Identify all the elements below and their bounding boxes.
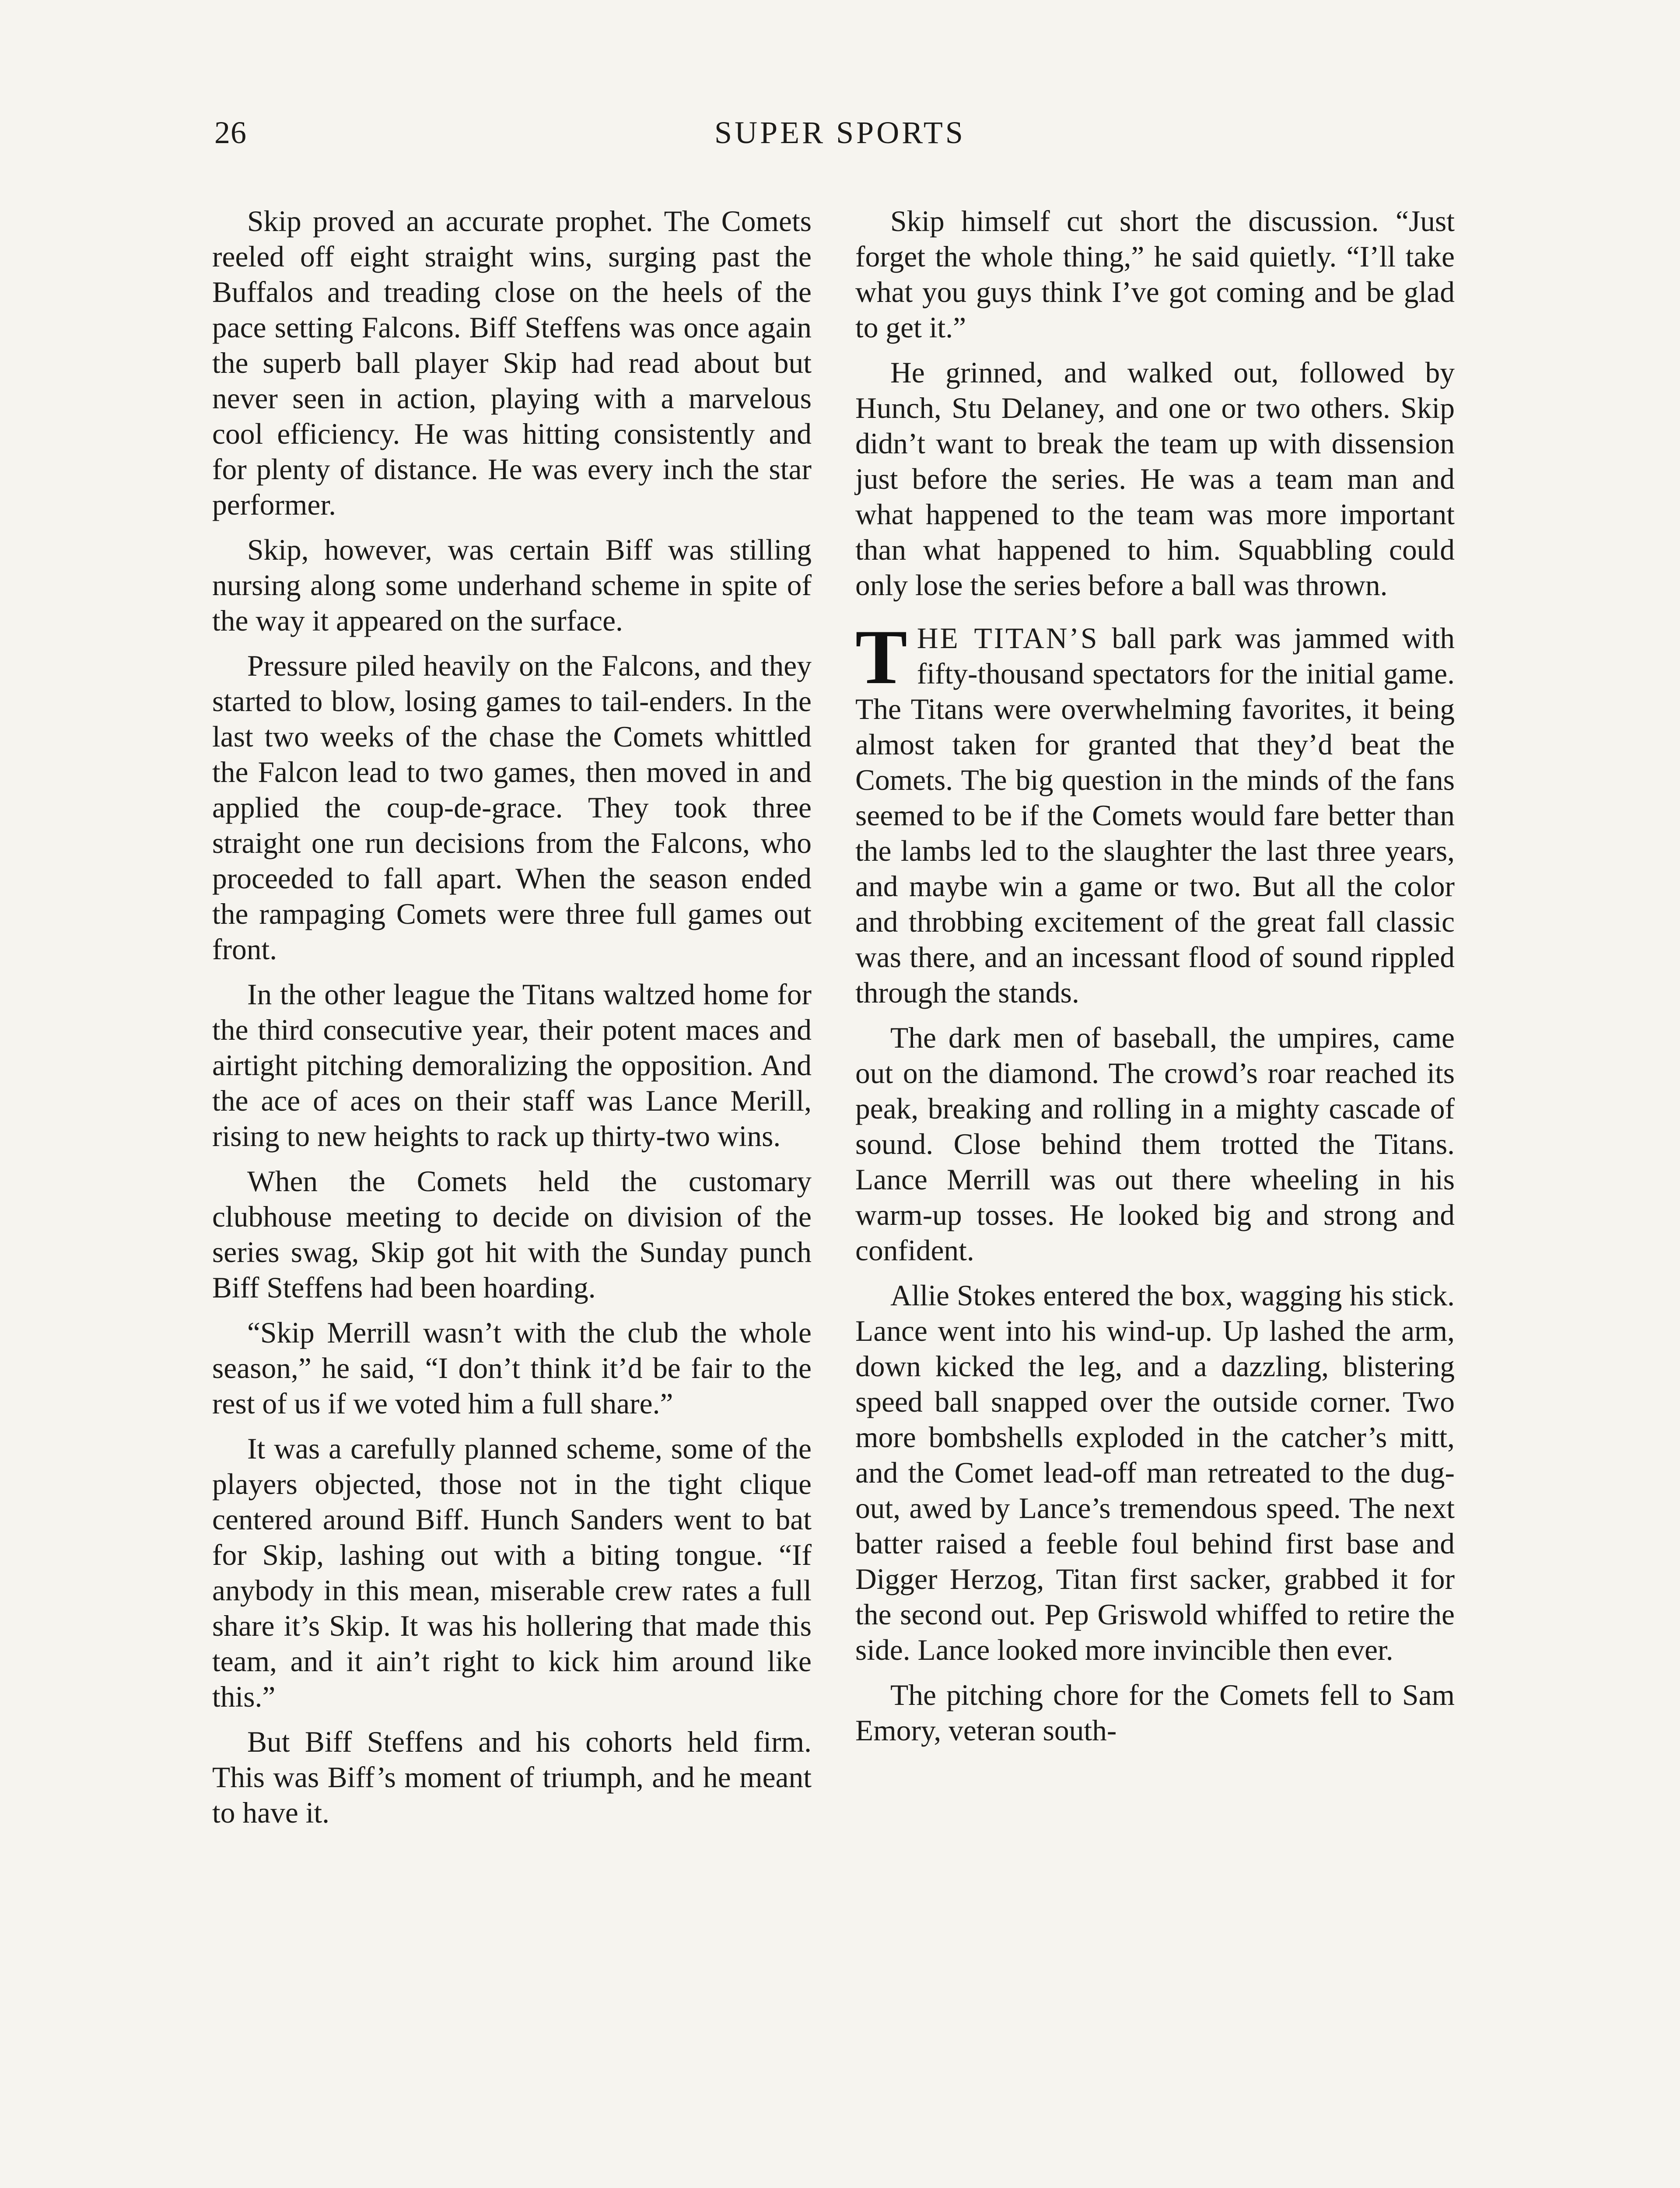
- drop-cap: T: [855, 614, 907, 700]
- section-text: ball park was jammed with fifty-thousand spectators for the initial game. The Titans were overwhelming favorites, it being almost taken for granted that they’d beat the Comets. The big question in the minds of the fans seemed to be if the Comets would fare better than the lambs led to the slaughter the last three years, and maybe win a game or two. But all the color and throbbing excitement of the great fall classic was there, and an incessant flood of sound rippled through the stands.: [855, 622, 1455, 1009]
- paragraph: He grinned, and walked out, followed by Hunch, Stu Delaney, and one or two others. Skip didn’t want to break the team up with dissension just before the series. He was a team man and what happened to the team was more important than what happened to him. Squabbling could only lose the series before a ball was thrown.: [855, 356, 1455, 602]
- paragraph: When the Comets held the customary clubhouse meeting to decide on division of the series swag, Skip got hit with the Sunday punch Biff Steffens had been hoarding.: [212, 1165, 812, 1304]
- page-number: 26: [214, 115, 247, 150]
- paragraph: Skip proved an accurate prophet. The Comets reeled off eight straight wins, surging past the Buffalos and treading close on the heels of the pace setting Falcons. Biff Steffens was once again the superb ball player Skip had read about but never seen in action, playing with a marvelous cool efficiency. He was hitting consistently and for plenty of distance. He was every inch the star performer.: [212, 205, 812, 521]
- paragraph: In the other league the Titans waltzed home for the third consecutive year, their potent maces and airtight pitching demoralizing the opposition. And the ace of aces on their staff was Lance Merill, rising to new heights to rack up thirty-two wins.: [212, 978, 812, 1153]
- page-header: [214, 115, 1466, 158]
- running-title: SUPER SPORTS: [714, 115, 966, 150]
- section-paragraph: [855, 614, 1455, 1010]
- paragraph: The pitching chore for the Comets fell to Sam Emory, veteran south-: [855, 1679, 1455, 1747]
- paragraph: It was a carefully planned scheme, some of the players objected, those not in the tight clique centered around Biff. Hunch Sanders went to bat for Skip, lashing out with a biting tongue. “If anybody in this mean, miserable crew rates a full share it’s Skip. It was his hollering that made this team, and it ain’t right to kick him around like this.”: [212, 1432, 812, 1713]
- paragraph: Skip, however, was certain Biff was stilling nursing along some underhand scheme in spite of the way it appeared on the surface.: [212, 533, 812, 637]
- paragraph: Skip himself cut short the discussion. “Just forget the whole thing,” he said quietly. “I’ll take what you guys think I’ve got coming and be glad to get it.”: [855, 205, 1455, 344]
- paragraph: But Biff Steffens and his cohorts held firm. This was Biff’s moment of triumph, and he meant to have it.: [212, 1725, 812, 1829]
- paragraph: The dark men of baseball, the umpires, came out on the diamond. The crowd’s roar reached its peak, breaking and rolling in a mighty cascade of sound. Close behind them trotted the Titans. Lance Merrill was out there wheeling in his warm-up tosses. He looked big and strong and confident.: [855, 1021, 1455, 1267]
- paragraph: Pressure piled heavily on the Falcons, and they started to blow, losing games to tail-enders. In the last two weeks of the chase the Comets whittled the Falcon lead to two games, then moved in and applied the coup-de-grace. They took three straight one run decisions from the Falcons, who proceeded to fall apart. When the season ended the rampaging Comets were three full games out front.: [212, 649, 812, 966]
- right-column: [855, 203, 1455, 1758]
- paragraph: “Skip Merrill wasn’t with the club the whole season,” he said, “I don’t think it’d be fair to the rest of us if we voted him a full share.”: [212, 1316, 812, 1420]
- paragraph: Allie Stokes entered the box, wagging his stick. Lance went into his wind-up. Up lashed the arm, down kicked the leg, and a dazzling, blistering speed ball snapped over the outside corner. Two more bombshells exploded in the catcher’s mitt, and the Comet lead-off man retreated to the dug-out, awed by Lance’s tremendous speed. The next batter raised a feeble foul behind first base and Digger Herzog, Titan first sacker, grabbed it for the second out. Pep Griswold whiffed to retire the side. Lance looked more invincible then ever.: [855, 1279, 1455, 1666]
- left-column: [212, 203, 812, 1840]
- section-lead: HE TITAN’S: [917, 622, 1099, 655]
